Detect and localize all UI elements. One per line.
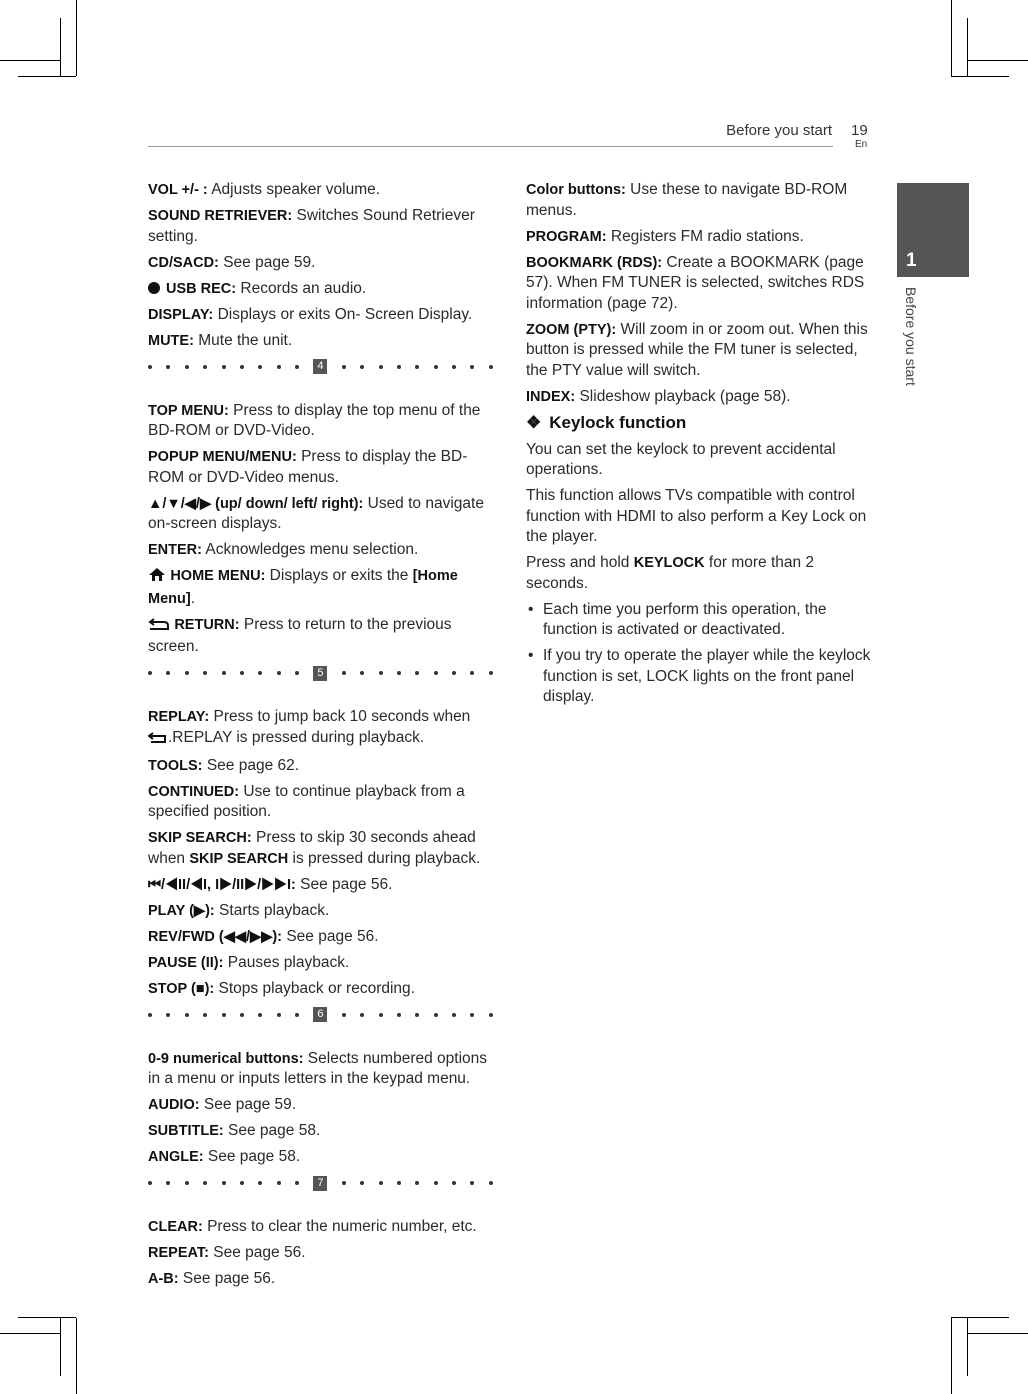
- section-number: 7: [313, 1176, 327, 1191]
- entry-continued: CONTINUED: Use to continue playback from a specified position.: [148, 782, 465, 820]
- crop-mark: [967, 1318, 968, 1376]
- header-rule: [148, 146, 833, 147]
- crop-mark: [968, 1333, 1028, 1334]
- entry-index: INDEX: Slideshow playback (page 58).: [526, 387, 791, 405]
- entry-stop: STOP (■): Stops playback or recording.: [148, 979, 415, 997]
- crop-mark: [951, 76, 1009, 77]
- crop-mark: [76, 1318, 77, 1394]
- entry-skip-step: ⏮/◀II/◀I, I▶/II▶/▶▶I: See page 56.: [148, 875, 393, 893]
- entry-return: RETURN: Press to return to the previous screen.: [148, 615, 452, 655]
- entry-play: PLAY (▶): Starts playback.: [148, 901, 330, 919]
- entry-clear: CLEAR: Press to clear the numeric number, etc.: [148, 1218, 477, 1235]
- keylock-paragraph: This function allows TVs compatible with control function with HDMI to also perform a Key Lock on the player.: [526, 487, 867, 545]
- keylock-paragraph: You can set the keylock to prevent accidental operations.: [526, 440, 836, 478]
- crop-mark: [0, 1333, 60, 1334]
- crop-mark: [60, 1318, 61, 1376]
- section-divider-4: [148, 357, 493, 377]
- arrow-keys-icon: ▲/▼/◀/▶: [148, 495, 216, 512]
- section-number: 4: [313, 359, 327, 374]
- page-number: 19: [851, 122, 868, 139]
- section-divider-7: [148, 1173, 493, 1193]
- record-dot-icon: [148, 282, 160, 294]
- entry-angle: ANGLE: See page 58.: [148, 1148, 301, 1165]
- crop-mark: [18, 1317, 76, 1318]
- replay-icon: [148, 730, 168, 751]
- entry-numeric: 0-9 numerical buttons: Selects numbered options in a menu or inputs letters in the keypad menu.: [148, 1049, 488, 1087]
- bullet-item: • If you try to operate the player while the keylock function is set, LOCK lights on the front panel display.: [526, 646, 871, 708]
- entry-bookmark: BOOKMARK (RDS): Create a BOOKMARK (page 57). When FM TUNER is selected, switches RDS information (page 72).: [526, 253, 865, 312]
- bullet-item: • Each time you perform this operation, the function is activated or deactivated.: [526, 600, 871, 641]
- entry-skip-search: SKIP SEARCH: Press to skip 30 seconds ahead when SKIP SEARCH is pressed during playback.: [148, 829, 481, 867]
- left-column: [148, 180, 493, 1295]
- entry-rev-fwd: REV/FWD (◀◀/▶▶): See page 56.: [148, 927, 379, 945]
- chapter-tab-label: Before you start: [903, 287, 919, 386]
- entry-a-b: A-B: See page 56.: [148, 1270, 276, 1287]
- entry-cd-sacd: CD/SACD: See page 59.: [148, 253, 316, 271]
- crop-mark: [968, 60, 1028, 61]
- home-icon: [148, 567, 166, 589]
- entry-tools: TOOLS: See page 62.: [148, 756, 300, 774]
- entry-color-buttons: Color buttons: Use these to navigate BD-ROM menus.: [526, 181, 848, 219]
- diamond-bullet-icon: ❖: [526, 413, 542, 432]
- entry-enter: ENTER: Acknowledges menu selection.: [148, 541, 419, 558]
- entry-repeat: REPEAT: See page 56.: [148, 1244, 306, 1261]
- crop-mark: [951, 1318, 952, 1394]
- crop-mark: [0, 60, 60, 61]
- section-number: 6: [313, 1007, 327, 1022]
- crop-mark: [76, 0, 77, 76]
- entry-mute: MUTE: Mute the unit.: [148, 331, 293, 349]
- crop-mark: [951, 1317, 1009, 1318]
- keylock-heading: ❖ Keylock function: [526, 413, 687, 432]
- entry-audio: AUDIO: See page 59.: [148, 1096, 297, 1113]
- entry-replay: REPLAY: Press to jump back 10 seconds when .REPLAY is pressed during playback.: [148, 707, 493, 750]
- entry-program: PROGRAM: Registers FM radio stations.: [526, 227, 804, 245]
- entry-popup-menu: POPUP MENU/MENU: Press to display the BD-ROM or DVD-Video menus.: [148, 448, 468, 486]
- running-header: Before you start: [726, 122, 832, 139]
- section-divider-6: [148, 1005, 493, 1025]
- entry-arrows: ▲/▼/◀/▶ (up/ down/ left/ right): Used to navigate on-screen displays.: [148, 494, 484, 532]
- entry-pause: PAUSE (II): Pauses playback.: [148, 953, 350, 971]
- keylock-instruction: Press and hold KEYLOCK for more than 2 seconds.: [526, 554, 815, 592]
- entry-display: DISPLAY: Displays or exits On- Screen Display.: [148, 305, 473, 323]
- crop-mark: [60, 18, 61, 76]
- entry-home-menu: HOME MENU: Displays or exits the [Home Menu].: [148, 567, 458, 607]
- entry-vol: VOL +/- : Adjusts speaker volume.: [148, 181, 381, 198]
- entry-top-menu: TOP MENU: Press to display the top menu of the BD-ROM or DVD-Video.: [148, 401, 481, 439]
- section-divider-5: [148, 663, 493, 683]
- entry-subtitle: SUBTITLE: See page 58.: [148, 1122, 321, 1139]
- crop-mark: [18, 76, 76, 77]
- section-number: 5: [313, 666, 327, 681]
- entry-sound-retriever: SOUND RETRIEVER: Switches Sound Retriever setting.: [148, 207, 475, 245]
- entry-usb-rec: USB REC: Records an audio.: [148, 279, 493, 300]
- chapter-number: 1: [906, 250, 917, 271]
- right-column: [526, 180, 871, 713]
- return-icon: [148, 617, 170, 638]
- language-code: En: [855, 139, 868, 150]
- crop-mark: [967, 18, 968, 76]
- crop-mark: [951, 0, 952, 76]
- entry-zoom: ZOOM (PTY): Will zoom in or zoom out. When this button is pressed while the FM tuner is selected, the PTY value will switch.: [526, 320, 868, 379]
